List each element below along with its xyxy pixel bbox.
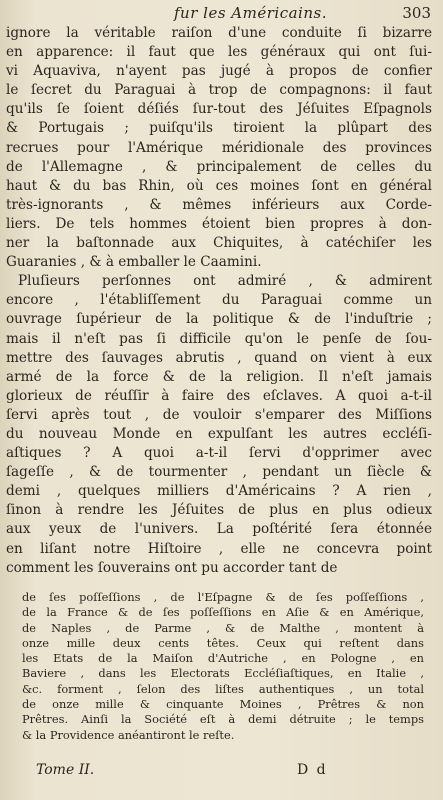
text-line: mettre des ſauvages abrutis , quand on vient à eux <box>6 349 432 366</box>
text-line: Pluſieurs perſonnes ont admiré , & admirent <box>18 273 432 290</box>
footnote-line: de onze mille & cinquante Moines , Prêtres & non <box>22 697 424 712</box>
text-line: & Portugais ; puiſqu'ils tiroient la plûpart des <box>6 120 432 137</box>
signature-mark: D d <box>297 762 328 778</box>
footnote-line: de ſes poſſeſſions , de l'Eſpagne & de ſes poſſeſſions , <box>22 590 424 604</box>
footnote-line: Baviere , dans les Electorats Eccléſiaſtiques, en Italie , <box>22 666 424 681</box>
text-line: Guaranies , & à emballer le Caamini. <box>6 254 262 271</box>
footnote-line: & la Providence anéantiront le reſte. <box>22 727 235 742</box>
text-line: du nouveau Monde en expulſant les autres eccléſi- <box>6 425 432 442</box>
text-line: ſervi après tout , de vouloir s'emparer des Miſſions <box>6 406 432 423</box>
text-line: armé de la force & de la religion. Il n'eſt jamais <box>6 368 432 385</box>
text-line: qu'ils ſe ſoient déſiés ſur-tout des Jéſuites Eſpagnols <box>6 101 432 118</box>
text-line: en liſant notre Hiſtoire , elle ne concevra point <box>6 540 432 557</box>
text-line: haut & du bas Rhin, où ces moines ſont en général <box>6 177 432 194</box>
running-title: fur les Américains. <box>174 4 327 22</box>
text-line: de l'Allemagne , & principalement de celles du <box>6 158 432 175</box>
text-line: recrues pour l'Amérique méridionale des provinces <box>6 139 432 156</box>
text-line: le ſecret du Paraguai à trop de compagnons: il faut <box>6 82 432 99</box>
text-line: glorieux de réuſſir à faire des eſclaves. A quoi a-t-il <box>6 387 432 404</box>
footnote-line: de la France & de ſes poſſeſſions en Aſie & en Amérique, <box>22 605 424 620</box>
footnote-line: &c. forment , ſelon des liſtes authentiques , un total <box>22 681 424 696</box>
footnote-line: de Naples , de Parme , & de Malthe , montent à <box>22 620 424 635</box>
text-line: ſinon à rendre les Jéſuites de plus en plus odieux <box>6 502 432 519</box>
page-footer <box>0 762 443 784</box>
page-number: 303 <box>402 4 431 22</box>
footnote-line: les Etats de la Maiſon d'Autriche , en Pologne , en <box>22 651 424 666</box>
text-line: aſtiques ? A quoi a-t-il ſervi d'opprimer avec <box>6 445 432 462</box>
volume-label: Tome II. <box>36 762 95 778</box>
text-line: comment les ſouverains ont pu accorder tant de <box>6 559 338 576</box>
text-line: ouvrage ſupérieur de la politique & de l'induſtrie ; <box>6 311 432 328</box>
text-line: encore , l'établiſſement du Paraguai comme un <box>6 292 432 309</box>
text-line: liers. De tels hommes étoient bien propres à don- <box>6 215 432 232</box>
text-line: très-ignorants , & mêmes inférieurs aux Corde- <box>6 196 432 213</box>
text-line: en apparence: il faut que les généraux qui ont ſui- <box>6 44 432 61</box>
footnote <box>22 590 424 743</box>
footnote-line: onze mille deux cents têtes. Ceux qui reſtent dans <box>22 635 424 650</box>
page-header <box>0 2 443 24</box>
text-line: ſageſſe , & de tourmenter , pendant un ſiècle & <box>6 464 432 481</box>
text-line: aux yeux de l'univers. La poſtérité ſera étonnée <box>6 521 432 538</box>
text-line: vi Aquaviva, n'ayent pas jugé à propos de confier <box>6 63 432 80</box>
footnote-line: Prêtres. Ainſi la Société eſt à demi détruite ; le temps <box>22 712 424 727</box>
main-text <box>6 24 432 578</box>
text-line: ignore la véritable raiſon d'une conduite ſi bizarre <box>6 25 432 41</box>
text-line: demi , quelques milliers d'Américains ? A rien , <box>6 483 432 500</box>
text-line: mais il n'eſt pas ſi difficile qu'on le penſe de ſou- <box>6 330 432 347</box>
text-line: ner la baſtonnade aux Chiquites, à catéchiſer les <box>6 235 432 252</box>
